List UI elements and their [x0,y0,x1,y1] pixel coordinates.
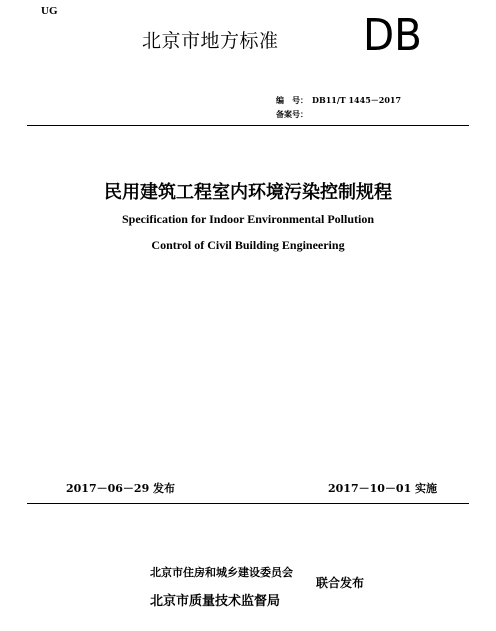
issuer-quality-bureau: 北京市质量技术监督局 [150,594,281,609]
implementation-date: 2017－10－01 实施 [328,482,438,495]
filing-number-label: 备案号： [276,109,308,119]
standard-number-line [276,95,401,106]
document-title-en-line1: Specification for Indoor Environmental Pollution [121,212,375,226]
joint-issue-label: 联合发布 [316,576,365,590]
standard-number-label: 编 号： [276,95,308,105]
filing-number-line [276,109,312,120]
document-title-cn: 民用建筑工程室内环境污染控制规程 [104,182,392,203]
issue-date: 2017－06－29 发布 [66,482,176,495]
standard-category-title: 北京市地方标准 [142,30,279,52]
db-logo-mark: DB [363,10,422,61]
classification-code: UG [41,5,58,17]
issuer-housing-commission: 北京市住房和城乡建设委员会 [150,566,293,579]
document-title-en-line2: Control of Civil Building Engineering [151,238,345,252]
standard-number-value: DB11/T 1445－2017 [312,95,402,105]
top-divider [27,125,469,126]
bottom-divider [27,503,469,504]
